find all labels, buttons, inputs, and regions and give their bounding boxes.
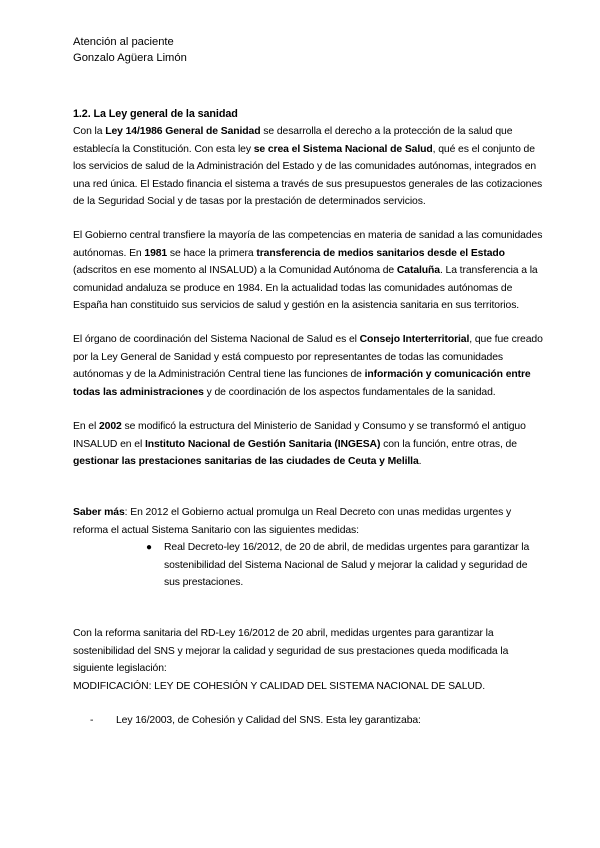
paragraph-saber-mas (73, 504, 543, 539)
text-run: se desarrolla el derecho a la protección de la salud que establecía la Constitución. Con esta ley (73, 126, 513, 155)
bold-run: Instituto Nacional de Gestión Sanitaria (INGESA) (144, 438, 381, 450)
text-run: y de coordinación de los aspectos fundamentales de la sanidad. (203, 386, 496, 398)
list-item (73, 539, 543, 591)
bold-run: transferencia de medios sanitarios desde el Estado (256, 247, 505, 259)
bold-run: Saber más (73, 507, 125, 519)
text-run: , qué es el conjunto de los servicios de salud de la Administración del Estado y de las comunidades autónomas, integrados en una red única. El Estado financia el sistema a través de sus presupuestos generales de las cotizaciones de la Seguridad Social y de tasas por la prestación de determinados servicios. (73, 143, 543, 208)
bold-run: Cataluña (396, 265, 440, 277)
text-run: se hace la primera (167, 247, 257, 259)
bold-run: se crea el Sistema Nacional de Salud (253, 143, 433, 155)
text-run: Con la (73, 126, 106, 138)
text-run: (adscritos en ese momento al INSALUD) a la Comunidad Autónoma de (73, 265, 397, 277)
bold-run: 1981 (144, 247, 168, 259)
text-run: En el (73, 421, 99, 433)
bold-run: 2002 (98, 421, 122, 433)
document-body (73, 106, 543, 729)
modification-heading: MODIFICACIÓN: LEY DE COHESIÓN Y CALIDAD DEL SISTEMA NACIONAL DE SALUD. (73, 680, 485, 692)
paragraph-ley-general (73, 123, 543, 210)
text-run: . (418, 455, 422, 467)
text-run: El Gobierno central transfiere la mayoría de las competencias en materia de sanidad a las comunidades autónomas. En (73, 230, 543, 259)
header-subject: Atención al paciente (73, 36, 174, 48)
bold-run: información y comunicación entre todas las administraciones (73, 369, 531, 398)
list-item-text: Real Decreto-ley 16/2012, de 20 de abril, de medidas urgentes para garantizar la sostenibilidad del Sistema Nacional de Salud y mejorar la calidad y seguridad de sus prestaciones. (164, 542, 530, 588)
text-run: con la función, entre otras, de (380, 438, 517, 450)
text-run: El órgano de coordinación del Sistema Nacional de Salud es el (73, 334, 360, 346)
bold-run: Ley 14/1986 General de Sanidad (105, 126, 261, 138)
list-item (73, 712, 543, 729)
section-title: 1.2. La Ley general de la sanidad (73, 108, 238, 120)
dash-icon: - (90, 714, 94, 726)
paragraph-reforma: Con la reforma sanitaria del RD-Ley 16/2012 de 20 abril, medidas urgentes para garantizar la sostenibilidad del SNS y mejorar la calidad y seguridad de sus prestaciones queda modificada la siguiente legislación: (73, 628, 509, 675)
header-author: Gonzalo Agüera Limón (73, 51, 187, 64)
text-run: se modificó la estructura del Ministerio de Sanidad y Consumo y se transformó el antiguo INSALUD en el (73, 421, 526, 450)
bullet-icon: ● (146, 542, 152, 554)
paragraph-ingesa (73, 418, 543, 470)
text-run: : En 2012 el Gobierno actual promulga un Real Decreto con unas medidas urgentes y reforma el actual Sistema Sanitario con las siguientes medidas: (73, 507, 512, 536)
text-run: , que fue creado por la Ley General de Sanidad y está compuesto por representantes de todas las comunidades autónomas y de la Administración Central tiene las funciones de (73, 334, 543, 381)
text-run: . La transferencia a la comunidad andaluza se produce en 1984. En la actualidad todas las comunidades autónomas de España han constituido sus servicios de salud y gestión en la asistencia sanitaria en sus territorios. (73, 265, 538, 312)
page-header (73, 35, 187, 66)
bold-run: gestionar las prestaciones sanitarias de las ciudades de Ceuta y Melilla (73, 455, 419, 467)
bold-run: Consejo Interterritorial (359, 334, 470, 346)
paragraph-transferencias (73, 227, 543, 314)
paragraph-consejo (73, 331, 543, 401)
list-item-text: Ley 16/2003, de Cohesión y Calidad del SNS. Esta ley garantizaba: (116, 714, 421, 726)
